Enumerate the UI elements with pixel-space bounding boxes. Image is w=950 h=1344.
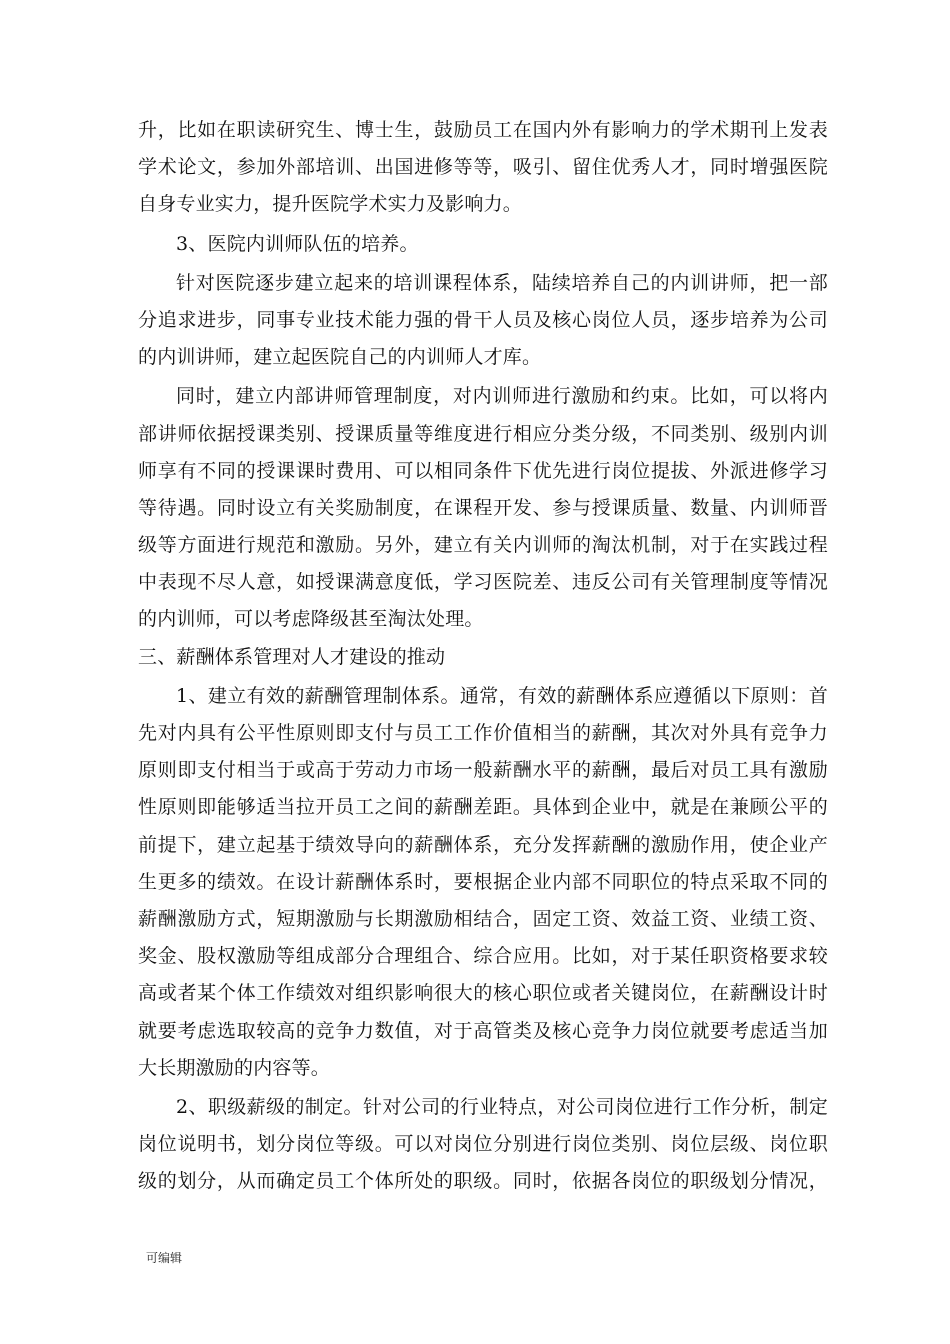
text-line: 性原则即能够适当拉开员工之间的薪酬差距。具体到企业中，就是在兼顾公平的 — [138, 796, 828, 819]
text-line: 自身专业实力，提升医院学术实力及影响力。 — [138, 193, 523, 216]
text-line: 分追求进步，同事专业技术能力强的骨干人员及核心岗位人员，逐步培养为公司 — [138, 308, 828, 331]
text-line: 针对医院逐步建立起来的培训课程体系，陆续培养自己的内训讲师，把一部 — [176, 271, 828, 294]
text-line: 2、职级薪级的制定。针对公司的行业特点，对公司岗位进行工作分析，制定 — [176, 1095, 828, 1118]
text-line: 的内训讲师，建立起医院自己的内训师人才库。 — [138, 346, 542, 369]
text-line: 部讲师依据授课类别、授课质量等维度进行相应分类分级，不同类别、级别内训 — [138, 422, 828, 445]
text-line: 奖金、股权激励等组成部分合理组合、综合应用。比如，对于某任职资格要求较 — [138, 945, 828, 968]
text-line: 原则即支付相当于或高于劳动力市场一般薪酬水平的薪酬，最后对员工具有激励 — [138, 759, 828, 782]
section-heading: 三、薪酬体系管理对人才建设的推动 — [138, 645, 446, 668]
text-line: 升，比如在职读研究生、博士生，鼓励员工在国内外有影响力的学术期刊上发表 — [138, 119, 828, 141]
text-line: 学术论文，参加外部培训、出国进修等等，吸引、留住优秀人才，同时增强医院 — [138, 156, 828, 179]
text-line: 等待遇。同时设立有关奖励制度，在课程开发、参与授课质量、数量、内训师晋 — [138, 496, 828, 519]
text-line: 岗位说明书，划分岗位等级。可以对岗位分别进行岗位类别、岗位层级、岗位职 — [138, 1133, 828, 1156]
editable-footer-label: 可编辑 — [146, 1251, 183, 1265]
text-line: 先对内具有公平性原则即支付与员工工作价值相当的薪酬，其次对外具有竞争力 — [138, 722, 828, 744]
text-line: 高或者某个体工作绩效对组织影响很大的核心职位或者关键岗位，在薪酬设计时 — [138, 982, 828, 1005]
text-line: 1、建立有效的薪酬管理制体系。通常，有效的薪酬体系应遵循以下原则：首 — [176, 684, 828, 707]
text-line: 师享有不同的授课课时费用、可以相同条件下优先进行岗位提拔、外派进修学习 — [138, 459, 828, 482]
text-line: 级的划分，从而确定员工个体所处的职级。同时，依据各岗位的职级划分情况， — [138, 1170, 828, 1193]
text-line: 生更多的绩效。在设计薪酬体系时，要根据企业内部不同职位的特点采取不同的 — [138, 870, 828, 893]
text-line: 级等方面进行规范和激励。另外，建立有关内训师的淘汰机制，对于在实践过程 — [138, 534, 828, 557]
text-line: 薪酬激励方式，短期激励与长期激励相结合，固定工资、效益工资、业绩工资、 — [138, 907, 828, 930]
text-line: 就要考虑选取较高的竞争力数值，对于高管类及核心竞争力岗位就要考虑适当加 — [138, 1019, 828, 1042]
text-line: 的内训师，可以考虑降级甚至淘汰处理。 — [138, 608, 484, 631]
text-line: 大长期激励的内容等。 — [138, 1056, 331, 1079]
text-line: 同时，建立内部讲师管理制度，对内训师进行激励和约束。比如，可以将内 — [176, 385, 828, 408]
document-body — [138, 112, 828, 1200]
text-line: 前提下，建立起基于绩效导向的薪酬体系，充分发挥薪酬的激励作用，使企业产 — [138, 833, 828, 856]
section-heading: 3、医院内训师队伍的培养。 — [176, 232, 419, 255]
text-line: 中表现不尽人意，如授课满意度低，学习医院差、违反公司有关管理制度等情况 — [138, 571, 828, 594]
